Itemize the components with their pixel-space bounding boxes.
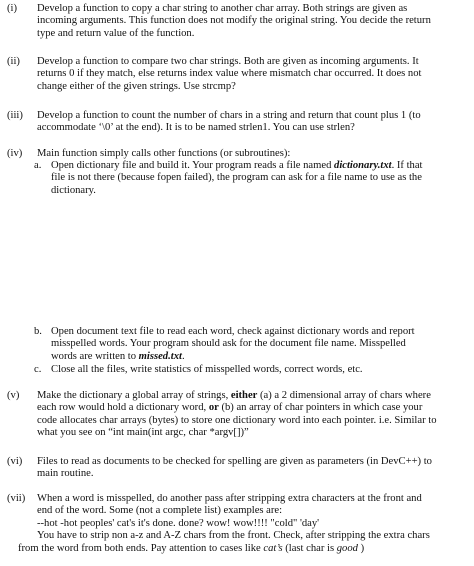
item-number: (vii): [7, 493, 26, 504]
subitem-text: [51, 326, 464, 363]
text-line: what you see on “int main(int argc, char *argv[])”: [37, 427, 249, 439]
subitem-letter: a.: [34, 160, 42, 171]
text-line: returns 0 if they match, else returns index value where mismatch char occurred. It does not: [37, 68, 422, 80]
text-line: incoming arguments. This function does not modify the original string. You decide the return: [37, 15, 431, 27]
filename-missed: missed.txt: [138, 350, 182, 362]
subitem-letter: b.: [34, 326, 42, 337]
text-line: file is not there (because fopen failed), the program can ask for a file name to use as the: [51, 172, 422, 184]
text-run: .: [181, 350, 185, 362]
item-number: (ii): [7, 56, 20, 67]
text-line: accommodate ‘\0’ at the end). It is to be named strlen1. You can use strlen?: [37, 122, 355, 134]
text-line: [18, 543, 474, 555]
text-run: words are written to: [51, 350, 139, 362]
example-good: good: [336, 543, 358, 554]
item-vii: [7, 493, 465, 543]
text-line: main routine.: [37, 468, 94, 480]
item-i: [7, 3, 465, 40]
item-text: [37, 456, 465, 481]
item-iv: [7, 148, 465, 160]
text-line: Open document text file to read each word, check against dictionary words and report: [51, 326, 415, 337]
example-cats: cat’s: [263, 543, 283, 554]
subitem-text: [51, 160, 464, 197]
text-line: end of the word. Some (not a complete list) examples are:: [37, 505, 283, 517]
item-number: (iii): [7, 110, 23, 121]
text-run: (last char is: [282, 543, 337, 554]
text-line: [37, 390, 465, 402]
item-ii: [7, 56, 465, 93]
subitem-c: [34, 364, 464, 376]
text-run: Make the dictionary a global array of strings,: [37, 390, 231, 401]
item-v: [7, 390, 465, 440]
text-line: [51, 160, 464, 172]
text-run: Open dictionary file and build it. Your program reads a file named: [51, 160, 335, 171]
item-iii: [7, 110, 465, 135]
text-line: Main function simply calls other functions (or subroutines):: [37, 148, 291, 159]
item-number: (iv): [7, 148, 23, 159]
text-run: ): [357, 543, 365, 554]
item-number: (vi): [7, 456, 23, 467]
subitem-letter: c.: [34, 364, 42, 375]
subitem-b: [34, 326, 464, 363]
item-text: [37, 493, 465, 543]
text-line: code allocates char arrays (bytes) to store one dictionary word into each pointer. i.e. Similar to: [37, 414, 437, 426]
item-text: [37, 110, 465, 135]
text-line: Develop a function to count the number of chars in a string and return that count plus 1 (to: [37, 110, 421, 121]
text-line: change either of the given strings. Use strcmp?: [37, 80, 236, 92]
emphasis-or: or: [208, 402, 219, 414]
text-line: Develop a function to compare two char strings. Both are given as incoming arguments. It: [37, 56, 419, 67]
text-run: . If that: [391, 160, 423, 171]
filename-dictionary: dictionary.txt: [334, 160, 392, 171]
text-line: misspelled words. Your program should ask for the document file name. Misspelled: [51, 338, 406, 350]
subitem-a: [34, 160, 464, 197]
item-text: [37, 148, 465, 160]
item-number: (i): [7, 3, 17, 14]
item-vii-last-line: [18, 543, 474, 555]
text-line: Close all the files, write statistics of misspelled words, correct words, etc.: [51, 364, 363, 375]
subitem-text: [51, 364, 464, 376]
text-line: When a word is misspelled, do another pass after stripping extra characters at the front and: [37, 493, 422, 504]
example-words: --hot -hot peoples' cat's it's done. done? wow! wow!!!! "cold" 'day': [37, 517, 320, 529]
item-number: (v): [7, 390, 20, 401]
text-line: [51, 351, 464, 363]
item-text: [37, 390, 465, 440]
text-run: (a) a 2 dimensional array of chars where: [257, 390, 431, 401]
item-text: [37, 56, 465, 93]
text-run: from the word from both ends. Pay attention to cases like: [18, 543, 264, 554]
text-run: each row would hold a dictionary word,: [37, 402, 209, 414]
text-run: (b) an array of char pointers in which case your: [218, 402, 423, 414]
emphasis-either: either: [230, 390, 258, 401]
text-line: You have to strip non a-z and A-Z chars from the front. Check, after stripping the extra chars: [37, 530, 430, 542]
text-line: Develop a function to copy a char string to another char array. Both strings are given as: [37, 3, 408, 14]
item-text: [37, 3, 465, 40]
text-line: [37, 402, 465, 414]
item-vi: [7, 456, 465, 481]
text-line: dictionary.: [51, 184, 96, 196]
text-line: type and return value of the function.: [37, 27, 195, 39]
text-line: Files to read as documents to be checked for spelling are given as parameters (in DevC++) to: [37, 456, 432, 467]
